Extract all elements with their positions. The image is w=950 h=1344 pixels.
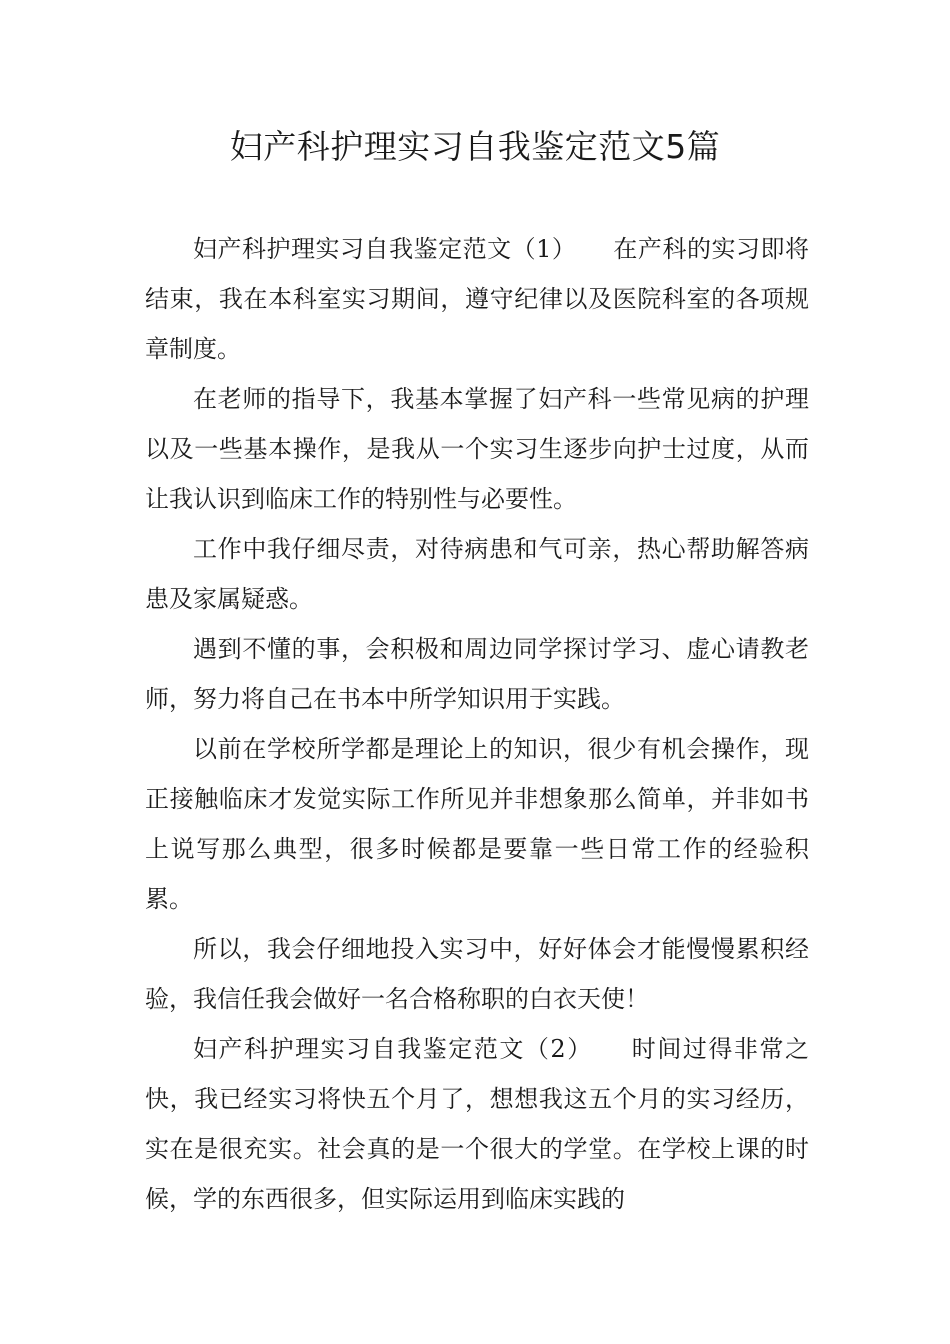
paragraph: 遇到不懂的事，会积极和周边同学探讨学习、虚心请教老师，努力将自己在书本中所学知识用于实践。 <box>145 635 809 713</box>
paragraph: 妇产科护理实习自我鉴定范文（1） 在产科的实习即将结束，我在本科室实习期间，遵守纪律以及医院科室的各项规章制度。 <box>145 235 809 363</box>
paragraph: 在老师的指导下，我基本掌握了妇产科一些常见病的护理以及一些基本操作，是我从一个实习生逐步向护士过度，从而让我认识到临床工作的特别性与必要性。 <box>145 385 809 513</box>
document-title: 妇产科护理实习自我鉴定范文5篇 <box>229 127 721 166</box>
paragraph: 妇产科护理实习自我鉴定范文（2） 时间过得非常之快，我已经实习将快五个月了，想想我这五个月的实习经历，实在是很充实。社会真的是一个很大的学堂。在学校上课的时候，学的东西很多，但实际运用到临床实践的 <box>145 1035 809 1213</box>
paragraph: 所以，我会仔细地投入实习中，好好体会才能慢慢累积经验，我信任我会做好一名合格称职的白衣天使！ <box>145 935 809 1013</box>
paragraph: 工作中我仔细尽责，对待病患和气可亲，热心帮助解答病患及家属疑惑。 <box>145 535 809 613</box>
paragraph: 以前在学校所学都是理论上的知识，很少有机会操作，现正接触临床才发觉实际工作所见并非想象那么简单，并非如书上说写那么典型，很多时候都是要靠一些日常工作的经验积累。 <box>145 735 809 913</box>
document-body <box>145 224 809 1224</box>
